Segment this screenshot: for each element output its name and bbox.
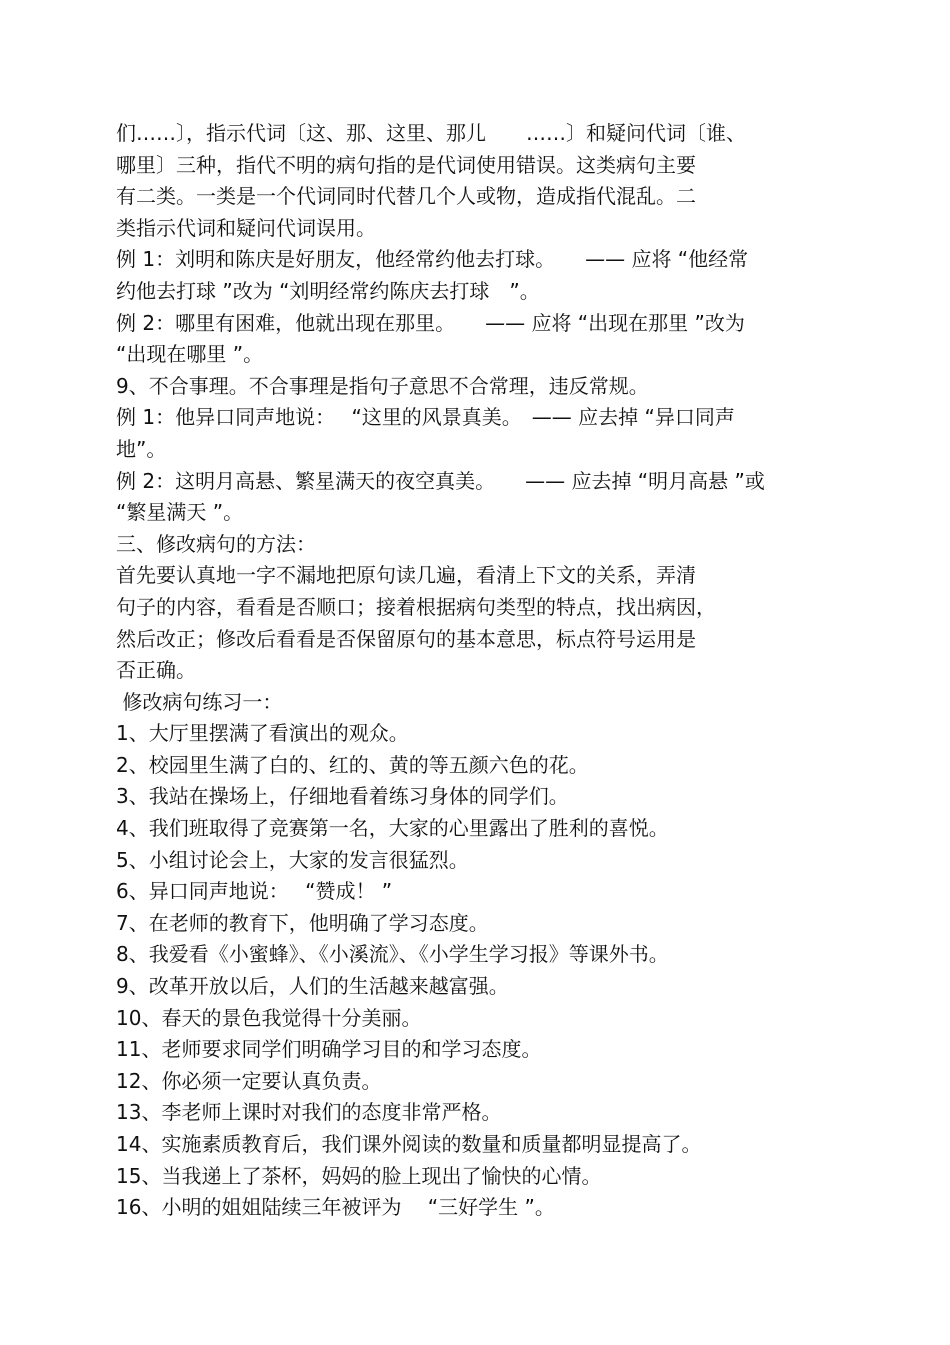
exercise-item: 4、我们班取得了竞赛第一名，大家的心里露出了胜利的喜悦。 xyxy=(116,816,669,841)
example-line: 例 1：刘明和陈庆是好朋友，他经常约他去打球。 —— 应将 “他经常 xyxy=(116,247,749,272)
example-line: 例 2：哪里有困难，他就出现在那里。 —— 应将 “出现在那里 ”改为 xyxy=(116,310,745,335)
exercise-item: 12、你必须一定要认真负责。 xyxy=(116,1068,382,1093)
exercise-item: 7、在老师的教育下，他明确了学习态度。 xyxy=(116,910,489,935)
exercise-item: 2、校园里生满了白的、红的、黄的等五颜六色的花。 xyxy=(116,752,589,777)
section-heading: 三、修改病句的方法： xyxy=(116,531,316,556)
exercise-item: 11、老师要求同学们明确学习目的和学习态度。 xyxy=(116,1037,542,1062)
text-line: 有二类。一类是一个代词同时代替几个人或物，造成指代混乱。二 xyxy=(116,184,696,209)
exercise-item: 5、小组讨论会上，大家的发言很猛烈。 xyxy=(116,847,469,872)
exercise-item: 16、小明的姐姐陆续三年被评为 “三好学生 ”。 xyxy=(116,1195,555,1220)
text-line: 然后改正；修改后看看是否保留原句的基本意思，标点符号运用是 xyxy=(116,626,696,651)
example-line: 例 2：这明月高悬、繁星满天的夜空真美。 —— 应去掉 “明月高悬 ”或 xyxy=(116,468,765,493)
exercise-item: 8、我爱看《小蜜蜂》、《小溪流》、《小学生学习报》等课外书。 xyxy=(116,942,669,967)
exercise-item: 15、当我递上了茶杯，妈妈的脸上现出了愉快的心情。 xyxy=(116,1163,602,1188)
exercise-heading: 修改病句练习一： xyxy=(116,689,283,714)
exercise-item: 13、李老师上课时对我们的态度非常严格。 xyxy=(116,1100,502,1125)
example-line: 地”。 xyxy=(116,436,167,461)
example-line: “繁星满天 ”。 xyxy=(116,500,244,525)
example-line: 约他去打球 ”改为 “刘明经常约陈庆去打球 ”。 xyxy=(116,278,540,303)
exercise-item: 9、改革开放以后，人们的生活越来越富强。 xyxy=(116,974,509,999)
exercise-item: 3、我站在操场上，仔细地看着练习身体的同学们。 xyxy=(116,784,569,809)
example-line: “出现在哪里 ”。 xyxy=(116,342,264,367)
text-line: 类指示代词和疑问代词误用。 xyxy=(116,215,376,240)
text-line: 首先要认真地一字不漏地把原句读几遍，看清上下文的关系，弄清 xyxy=(116,563,696,588)
exercise-item: 14、实施素质教育后，我们课外阅读的数量和质量都明显提高了。 xyxy=(116,1132,702,1156)
text-line: 否正确。 xyxy=(116,658,196,683)
exercise-item: 1、大厅里摆满了看演出的观众。 xyxy=(116,721,409,746)
rule-heading: 9、不合事理。不合事理是指句子意思不合常理，违反常规。 xyxy=(116,373,649,398)
exercise-item: 6、异口同声地说： “赞成！ ” xyxy=(116,879,393,904)
example-line: 例 1：他异口同声地说： “这里的风景真美。 —— 应去掉 “异口同声 xyxy=(116,405,735,430)
text-line: 哪里〕三种，指代不明的病句指的是代词使用错误。这类病句主要 xyxy=(116,152,696,177)
exercise-item: 10、春天的景色我觉得十分美丽。 xyxy=(116,1005,422,1030)
text-line: 们……〕，指示代词〔这、那、这里、那儿 ……〕和疑问代词〔谁、 xyxy=(116,121,746,145)
document-body xyxy=(116,118,846,1224)
text-line: 句子的内容，看看是否顺口；接着根据病句类型的特点，找出病因， xyxy=(116,594,716,619)
